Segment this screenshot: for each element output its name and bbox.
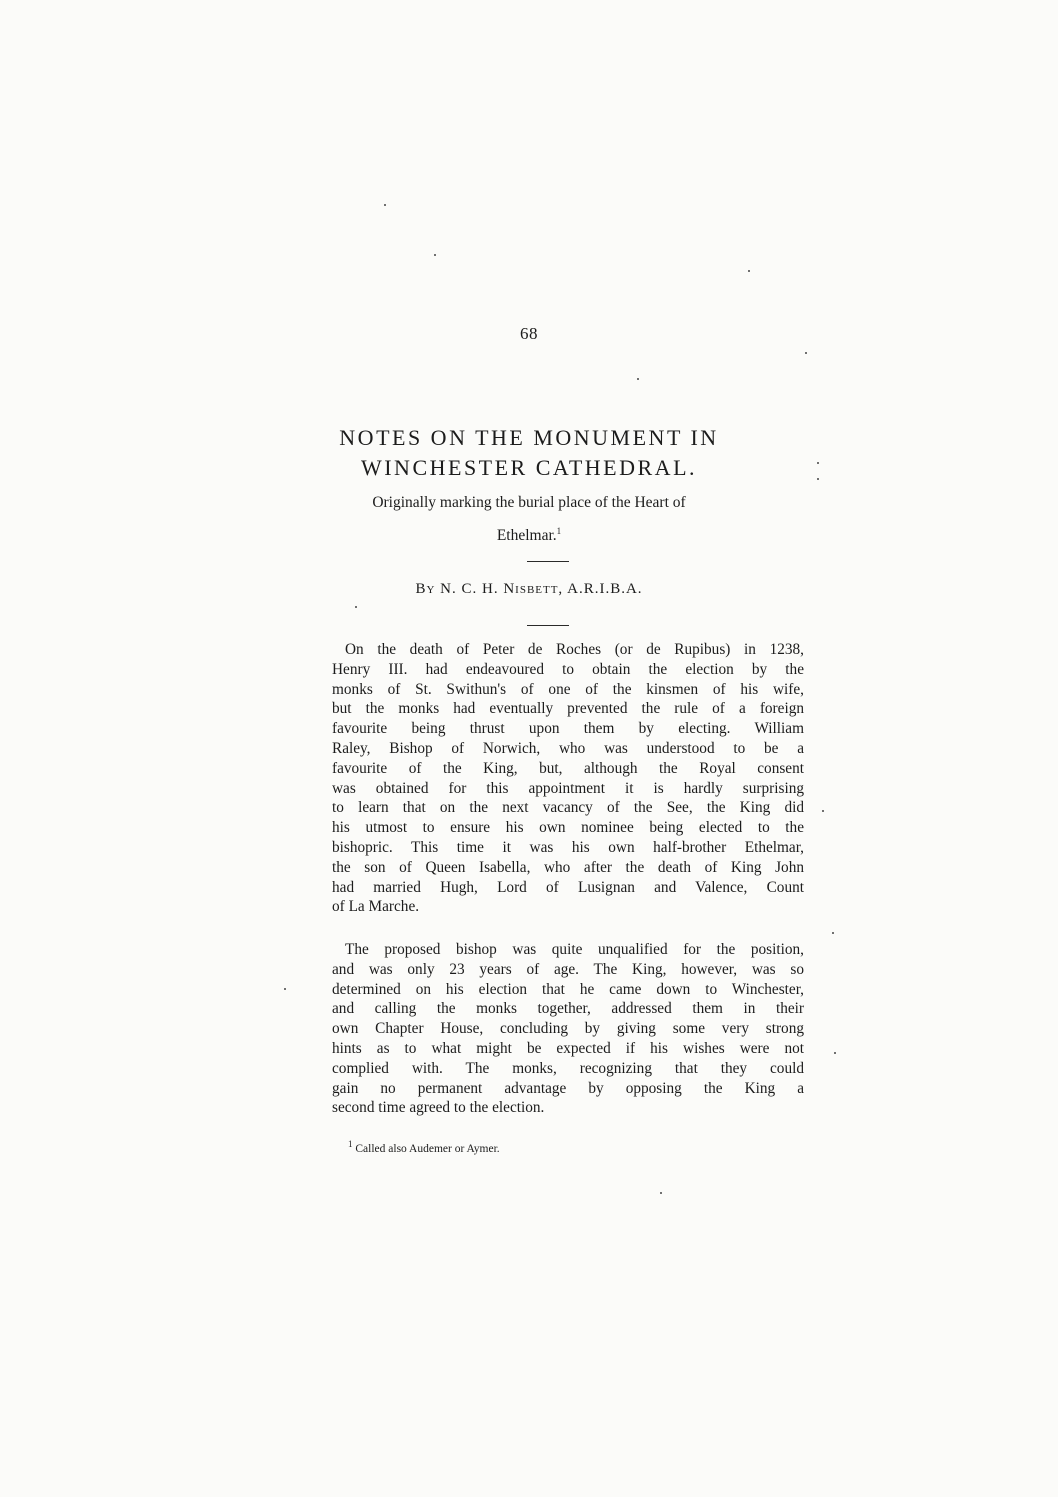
subtitle-text: Ethelmar. [496, 527, 557, 545]
page-number: 68 [520, 324, 538, 343]
text-line: and was only 23 years of age. The King, however, was so [332, 960, 804, 978]
scan-speck [355, 606, 357, 608]
scan-speck [817, 478, 819, 480]
byline-author: N. C. H. Nisbett, A.R.I.B.A. [440, 581, 643, 597]
text-line: hints as to what might be expected if his wishes were not [332, 1039, 804, 1057]
footnote-mark: 1 [348, 1139, 353, 1149]
footnote-text: Called also Audemer or Aymer. [355, 1142, 500, 1155]
text-line: own Chapter House, concluding by giving some very strong [332, 1020, 804, 1038]
scan-speck [832, 932, 834, 934]
text-line: determined on his election that he came down to Winchester, [332, 980, 804, 998]
subtitle-line-1: Originally marking the burial place of the Heart of [372, 494, 686, 511]
text-line: had married Hugh, Lord of Lusignan and Valence, Count [332, 878, 804, 896]
byline-prefix: By [415, 581, 436, 597]
scan-speck [434, 254, 436, 256]
text-line: Henry III. had endeavoured to obtain the election by the [332, 660, 804, 678]
scan-speck [817, 462, 819, 464]
text-line: monks of St. Swithun's of one of the kinsmen of his wife, [332, 680, 804, 698]
footnote [348, 1139, 500, 1155]
divider-rule-bottom [527, 625, 569, 626]
subtitle-line-2 [0, 526, 1058, 545]
text-line: was obtained for this appointment it is hardly surprising [332, 779, 804, 797]
scan-speck [384, 204, 386, 206]
article-title-line-1: NOTES ON THE MONUMENT IN [339, 425, 719, 450]
scan-speck [805, 352, 807, 354]
paragraph-1 [332, 640, 804, 917]
text-line: his utmost to ensure his own nominee being elected to the [332, 819, 804, 837]
text-line: On the death of Peter de Roches (or de Rupibus) in 1238, [345, 641, 804, 658]
scan-speck [660, 1192, 662, 1194]
scan-speck [637, 378, 639, 380]
text-line: favourite of the King, but, although the Royal consent [332, 759, 804, 777]
footnote-reference: 1 [556, 526, 562, 536]
byline [0, 581, 1058, 598]
text-line: bishopric. This time it was his own half-brother Ethelmar, [332, 838, 804, 856]
divider-rule-top [527, 561, 569, 562]
text-line: complied with. The monks, recognizing that they could [332, 1059, 804, 1077]
text-line: of La Marche. [332, 898, 420, 916]
text-line: but the monks had eventually prevented the rule of a foreign [332, 700, 804, 718]
article-title-line-2: WINCHESTER CATHEDRAL. [360, 455, 698, 480]
text-line: The proposed bishop was quite unqualified for the position, [345, 941, 804, 958]
text-line: the son of Queen Isabella, who after the death of King John [332, 858, 804, 876]
scan-speck [834, 1052, 836, 1054]
scan-speck [748, 270, 750, 272]
scan-speck [822, 810, 824, 812]
text-line: second time agreed to the election. [332, 1099, 545, 1117]
text-line: and calling the monks together, addressed them in their [332, 1000, 804, 1018]
text-line: to learn that on the next vacancy of the See, the King did [332, 799, 804, 817]
text-line: gain no permanent advantage by opposing the King a [332, 1079, 804, 1097]
text-line: favourite being thrust upon them by electing. William [332, 720, 804, 738]
paragraph-2 [332, 940, 804, 1118]
scan-speck [284, 988, 286, 990]
text-line: Raley, Bishop of Norwich, who was understood to be a [332, 739, 804, 757]
